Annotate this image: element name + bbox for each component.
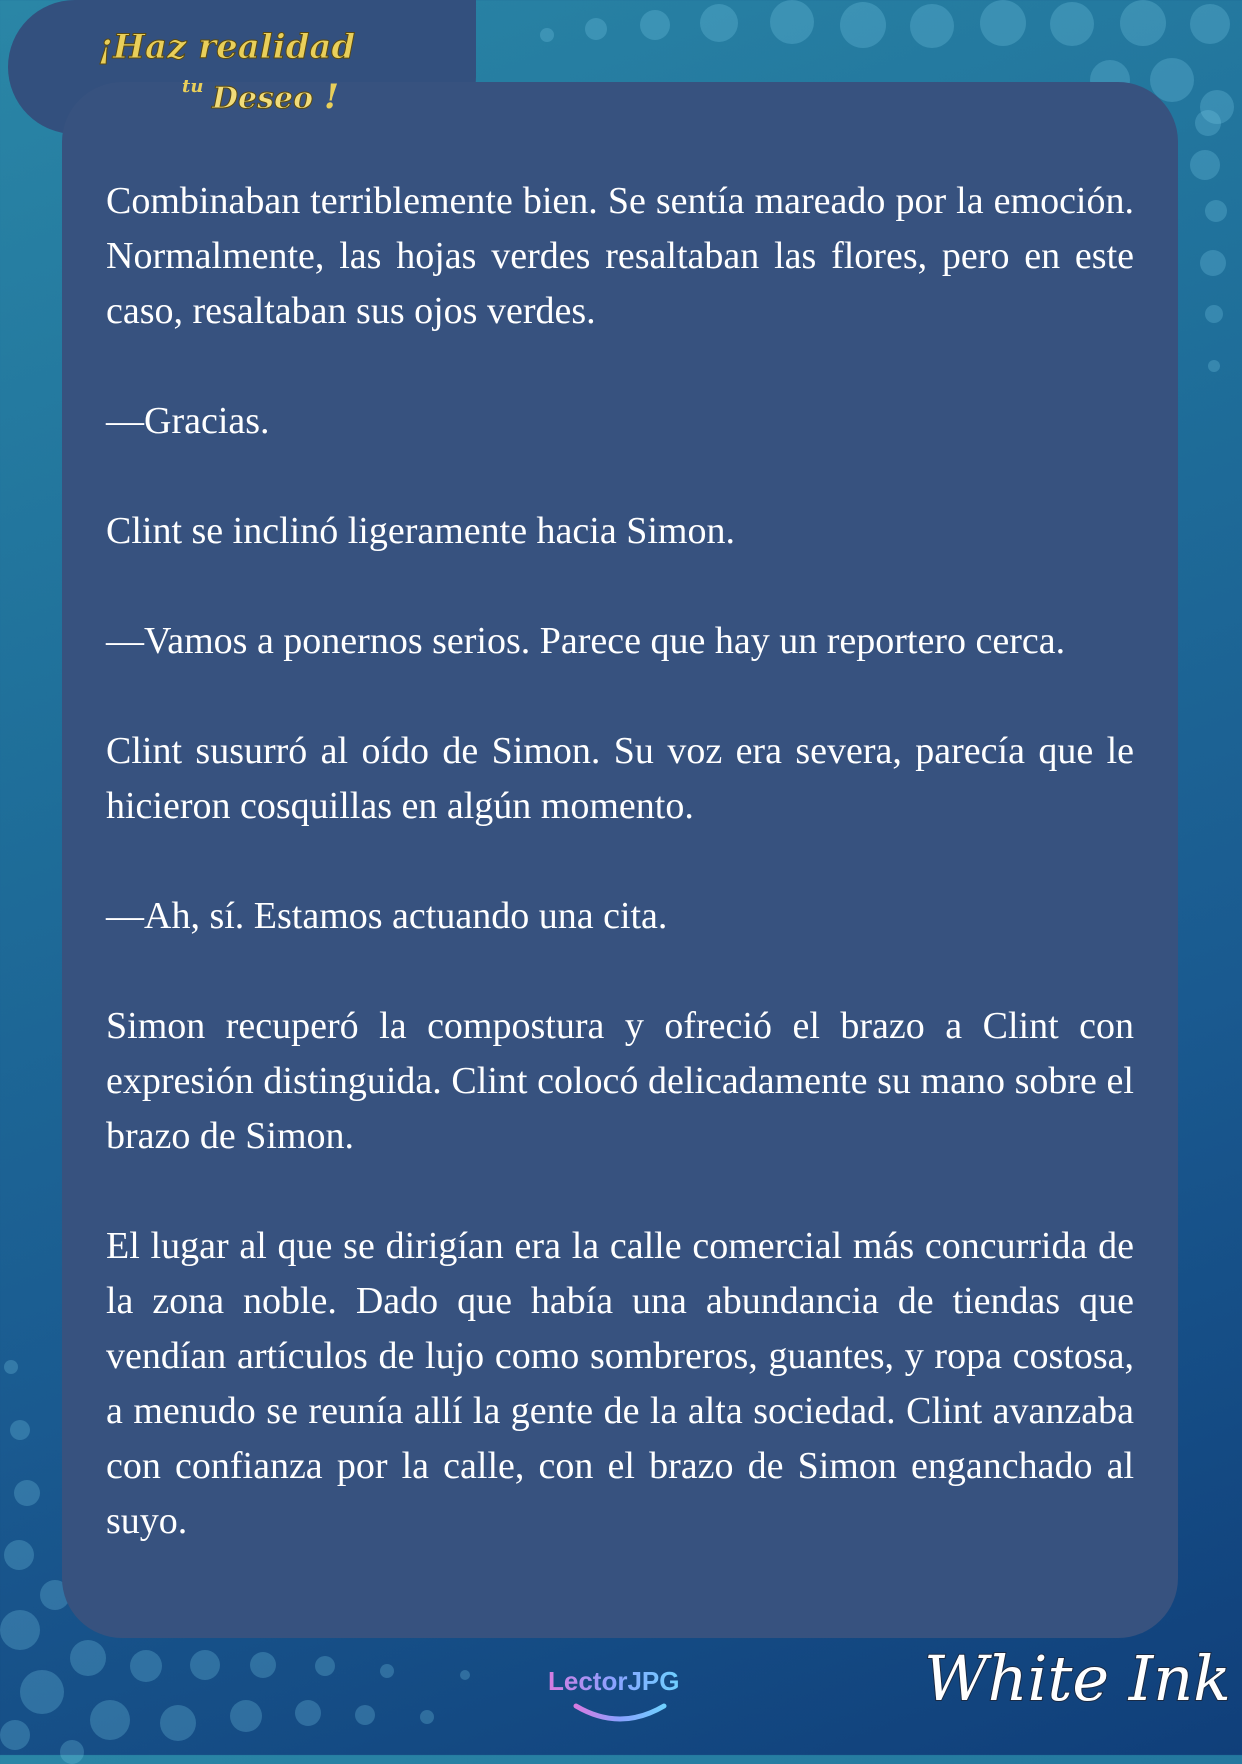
paragraph: Clint se inclinó ligeramente hacia Simon.: [106, 510, 735, 552]
paragraph: El lugar al que se dirigían era la calle comercial más concurrida de la zona noble. Dado que había una abundancia de tiendas que vendían artículos de lujo como sombreros, guantes, y ropa costosa, a menudo se reunía allí la gente de la alta sociedad. Clint avanzaba con confianza por la calle, con el brazo de Simon enganchado al suyo.: [106, 1225, 1134, 1542]
logo-wish-word: Deseo: [212, 81, 314, 116]
white-ink-signature: [920, 1620, 1231, 1730]
signature-text: White Ink: [924, 1642, 1231, 1715]
paragraph: —Vamos a ponernos serios. Parece que hay un reportero cerca.: [106, 620, 1066, 662]
paragraph: Clint susurró al oído de Simon. Su voz era severa, parecía que le hicieron cosquillas en algún momento.: [106, 730, 1134, 827]
site-logo: [92, 18, 392, 118]
lectorjpg-watermark: [540, 1660, 700, 1732]
watermark-text: LectorJPG: [548, 1666, 680, 1696]
logo-small-word: tu: [182, 76, 204, 97]
paragraph: —Gracias.: [106, 400, 270, 442]
paragraph: Simon recuperó la compostura y ofreció el brazo a Clint con expresión distinguida. Clint colocó delicadamente su mano sobre el brazo de Simon.: [106, 1005, 1134, 1157]
logo-line1: ¡Haz realidad: [98, 27, 356, 67]
story-text: [106, 174, 1134, 1549]
logo-exclamation: !: [324, 77, 339, 117]
watermark-smile: [576, 1706, 664, 1719]
paragraph: Combinaban terriblemente bien. Se sentía mareado por la emoción. Normalmente, las hojas verdes resaltaban las flores, pero en este caso, resaltaban sus ojos verdes.: [106, 180, 1134, 332]
paragraph: —Ah, sí. Estamos actuando una cita.: [106, 895, 668, 937]
